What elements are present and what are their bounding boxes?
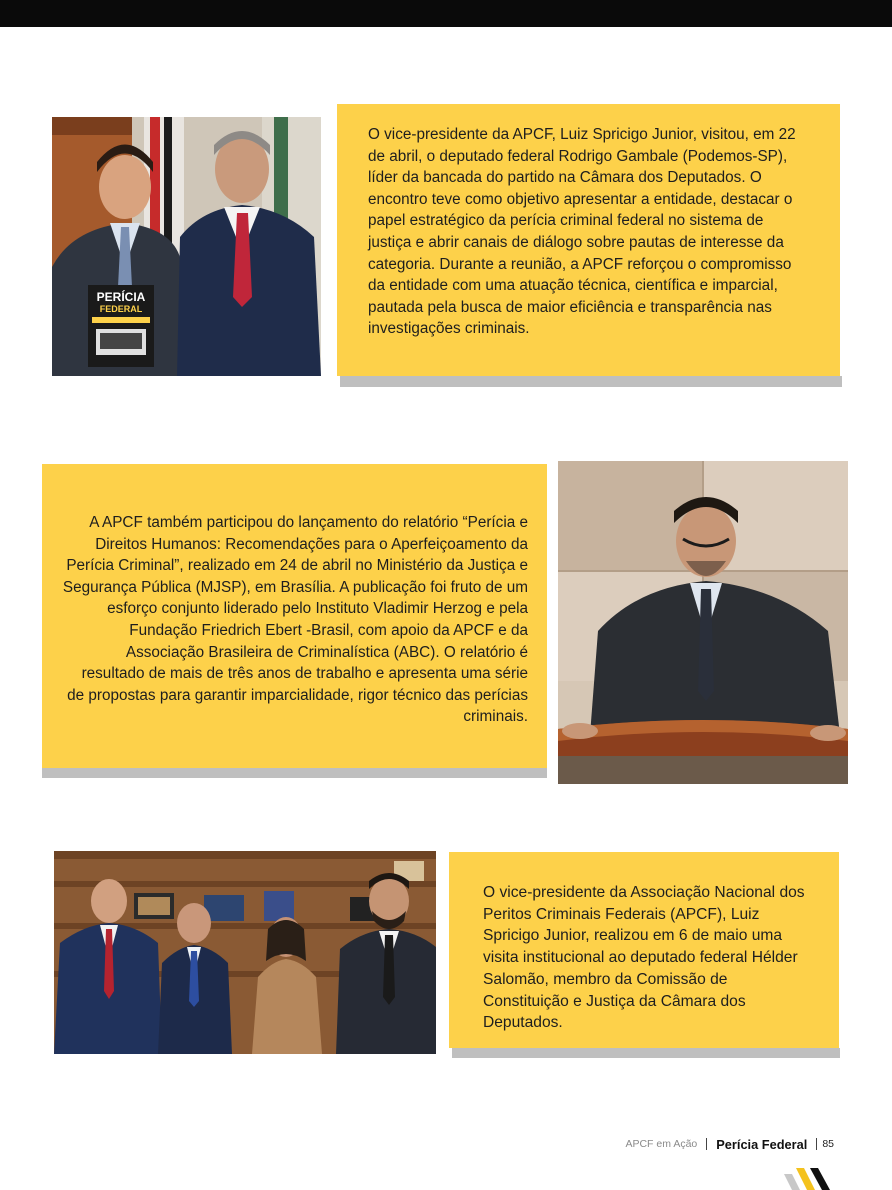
article-text: O vice-presidente da Associação Nacional dos Peritos Criminais Federais (APCF), Luiz Spricigo Junior, realizou em 6 de maio uma visita institucional ao deputado federal Hélder Salomão, membro da Comissão de Constituição e Justiça da Câmara dos Deputados. — [483, 884, 805, 1032]
photo-meeting-salomao — [54, 851, 436, 1054]
card-body — [42, 464, 547, 768]
photo-meeting-gambale — [52, 117, 321, 376]
article-card-salomao-visit — [449, 852, 839, 1048]
magazine-logo-icon — [784, 1168, 834, 1190]
footer-divider — [816, 1138, 817, 1150]
footer-section: APCF em Ação — [625, 1138, 698, 1150]
svg-text:PERÍCIA: PERÍCIA — [96, 290, 146, 304]
card-shadow — [340, 376, 842, 387]
magazine-cover — [88, 285, 154, 367]
photo-speaker-podium — [558, 461, 848, 784]
article-text: O vice-presidente da APCF, Luiz Spricigo Junior, visitou, em 22 de abril, o deputado federal Rodrigo Gambale (Podemos-SP), líder da bancada do partido na Câmara dos Deputados. O encontro teve como objetivo apresentar a entidade, destacar o papel estratégico da perícia criminal federal no sistema de justiça e abrir canais de diálogo sobre pautas de interesse da categoria. Durante a reunião, a APCF reforçou o compromisso da entidade com uma atuação técnica, científica e imparcial, pautada pela busca de maior eficiência e transparência nas investigações criminais. — [368, 126, 796, 338]
page-number: 85 — [822, 1138, 834, 1150]
footer-divider — [706, 1138, 707, 1150]
card-shadow — [42, 768, 547, 778]
top-bar — [0, 0, 892, 27]
card-shadow — [452, 1048, 840, 1058]
card-body — [337, 104, 840, 376]
article-card-report-launch — [42, 464, 547, 768]
page-footer — [625, 1134, 834, 1154]
svg-text:FEDERAL: FEDERAL — [99, 304, 143, 314]
footer-brand: Perícia Federal — [716, 1136, 808, 1152]
card-body — [449, 852, 839, 1048]
article-card-gambale-visit — [337, 104, 840, 376]
article-text: A APCF também participou do lançamento do relatório “Perícia e Direitos Humanos: Recomendações para o Aperfeiçoamento da Perícia Criminal”, realizado em 24 de abril no Ministério da Justiça e Segurança Pública (MJSP), em Brasília. A publicação foi fruto de um esforço conjunto liderado pelo Instituto Vladimir Herzog e pela Fundação Friedrich Ebert -Brasil, com apoio da APCF e da Associação Brasileira de Criminalística (ABC). O relatório é resultado de mais de três anos de trabalho e apresenta uma série de propostas para garantir imparcialidade, rigor técnico das perícias criminais. — [62, 514, 528, 726]
